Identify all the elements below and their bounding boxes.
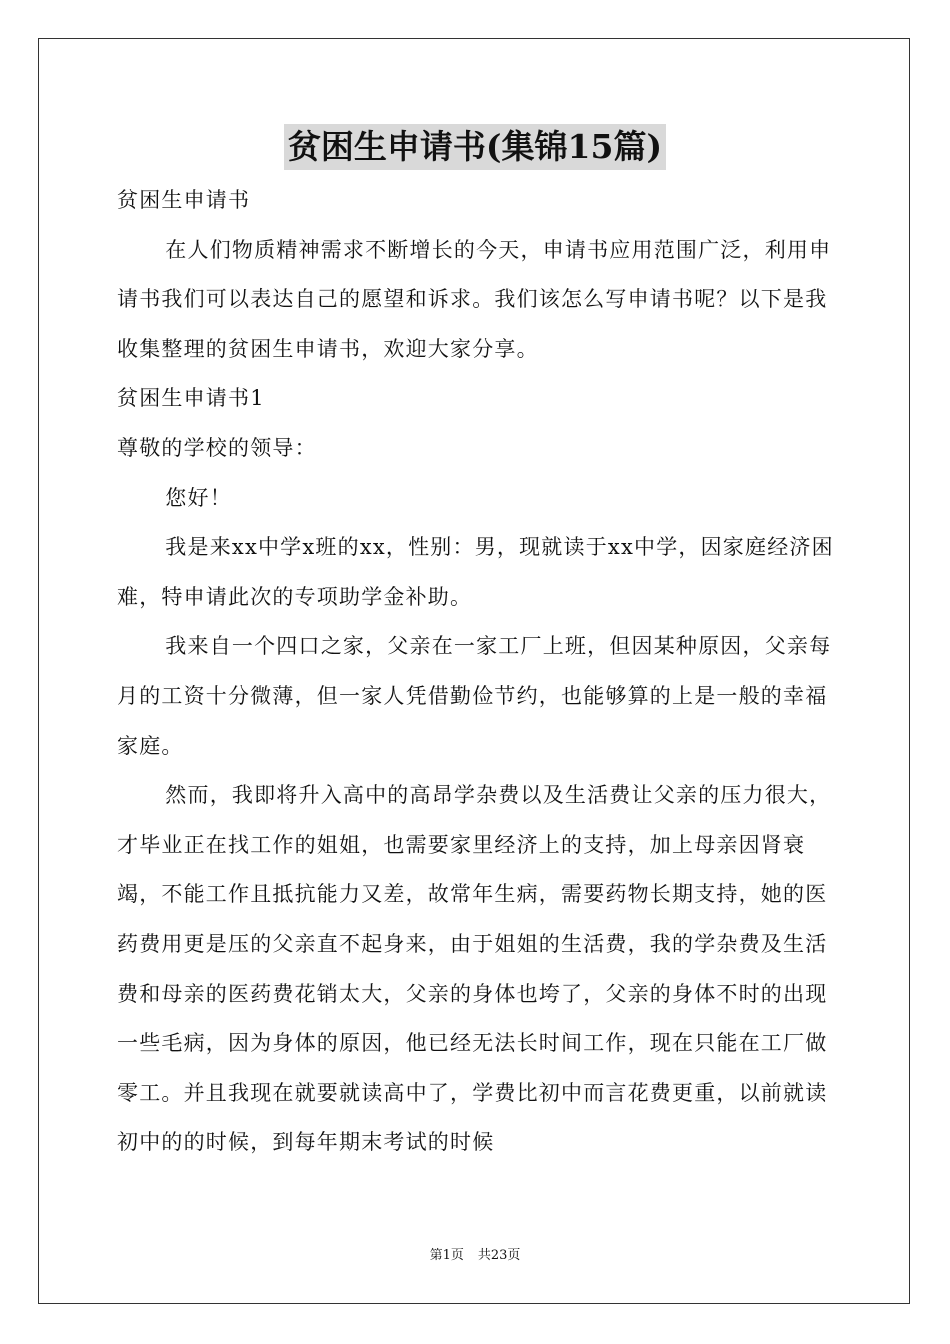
paragraph: 您好！	[165, 485, 232, 510]
paragraph: 我来自一个四口之家，父亲在一家工厂上班，但因某种原因，父亲每月的工资十分微薄，但一家人凭借勤俭节约，也能够算的上是一般的幸福家庭。	[117, 634, 832, 758]
page-number: 第1页	[429, 1248, 464, 1263]
paragraph: 贫困生申请书	[117, 188, 251, 212]
paragraph: 在人们物质精神需求不断增长的今天，申请书应用范围广泛，利用申请书我们可以表达自己的愿望和诉求。我们该怎么写申请书呢？以下是我收集整理的贫困生申请书，欢迎大家分享。	[117, 237, 832, 361]
paragraph: 尊敬的学校的领导：	[117, 435, 317, 460]
title-container	[0, 124, 950, 170]
page-total: 共23页	[477, 1248, 521, 1263]
paragraph: 我是来xx中学x班的xx，性别：男，现就读于xx中学，因家庭经济困难，特申请此次的专项助学金补助。	[117, 535, 834, 609]
document-body	[117, 176, 837, 1168]
paragraph: 贫困生申请书1	[117, 386, 265, 411]
page-footer	[0, 1246, 950, 1266]
paragraph: 然而，我即将升入高中的高昂学杂费以及生活费让父亲的压力很大，才毕业正在找工作的姐姐，也需要家里经济上的支持，加上母亲因肾衰竭，不能工作且抵抗能力又差，故常年生病，需要药物长期支持，她的医药费用更是压的父亲直不起身来，由于姐姐的生活费，我的学杂费及生活费和母亲的医药费花销太大，父亲的身体也垮了，父亲的身体不时的出现一些毛病，因为身体的原因，他已经无法长时间工作，现在只能在工厂做零工。并且我现在就要就读高中了，学费比初中而言花费更重，以前就读初中的的时候，到每年期末考试的时候	[117, 783, 832, 1155]
document-title: 贫困生申请书(集锦15篇)	[284, 124, 666, 170]
